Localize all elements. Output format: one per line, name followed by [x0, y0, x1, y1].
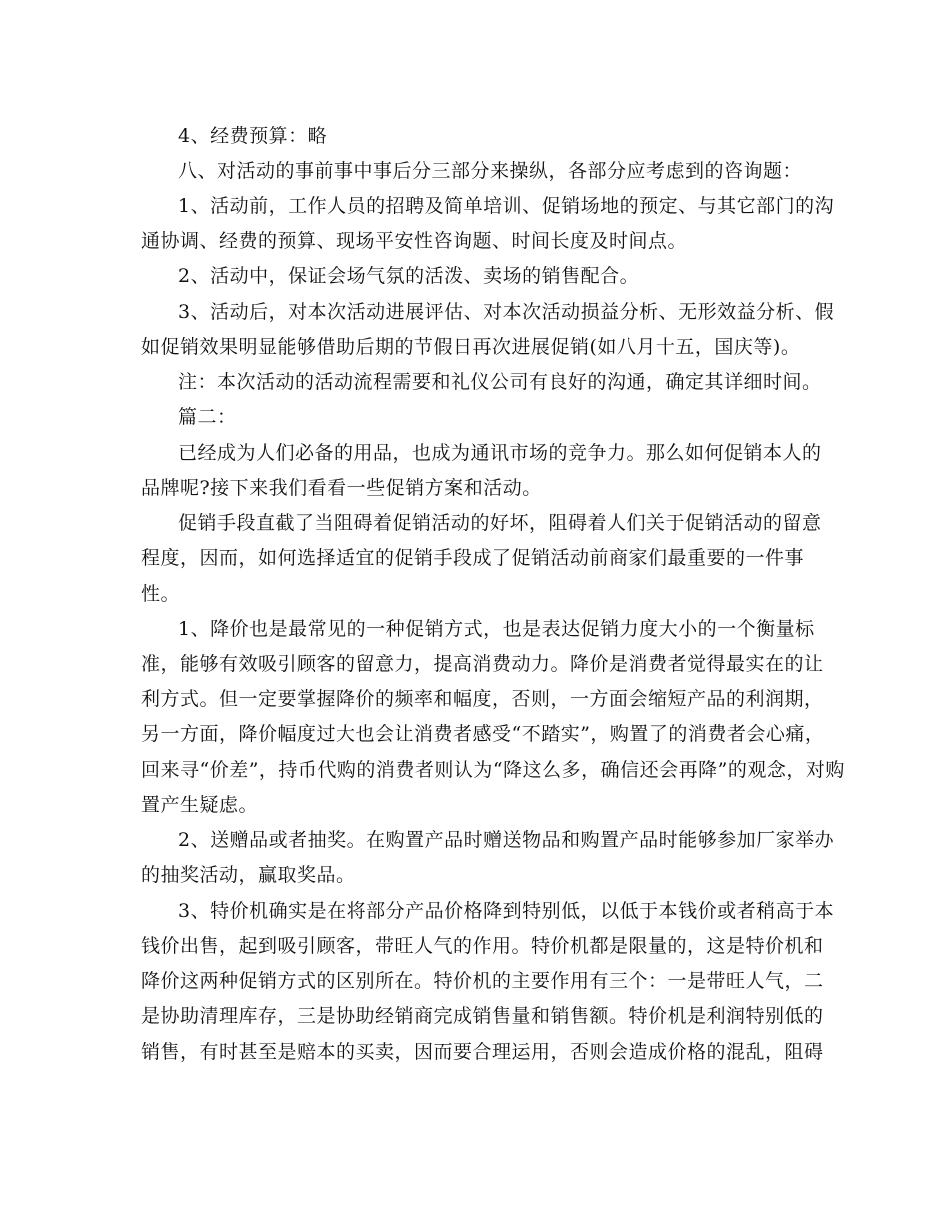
- text-line: 1、活动前，工作人员的招聘及简单培训、促销场地的预定、与其它部门的沟: [178, 195, 835, 217]
- text-line: 回来寻“价差”，持币代购的消费者则认为“降这么多，确信还会再降”的观念，对购: [141, 759, 845, 781]
- text-line: 程度，因而，如何选择适宜的促销手段成了促销活动前商家们最重要的一件事: [141, 547, 805, 569]
- text-line: 降价这两种促销方式的区别所在。特价机的主要作用有三个：一是带旺人气，二: [141, 970, 824, 992]
- text-line: 准，能够有效吸引顾客的留意力，提高消费动力。降价是消费者觉得最实在的让: [141, 653, 824, 675]
- text-line: 利方式。但一定要掌握降价的频率和幅度，否则，一方面会缩短产品的利润期，: [141, 688, 824, 710]
- text-line: 通协调、经费的预算、现场平安性咨询题、时间长度及时间点。: [141, 230, 688, 252]
- text-line: 另一方面，降价幅度过大也会让消费者感受“不踏实”，购置了的消费者会心痛，: [141, 723, 825, 745]
- text-line: 置产生疑虑。: [141, 794, 259, 816]
- text-line: 品牌呢?接下来我们看看一些促销方案和活动。: [141, 477, 542, 499]
- text-line: 2、送赠品或者抽奖。在购置产品时赠送物品和购置产品时能够参加厂家举办: [178, 829, 835, 851]
- text-line: 4、经费预算：略: [178, 125, 328, 147]
- text-line: 1、降价也是最常见的一种促销方式，也是表达促销力度大小的一个衡量标: [178, 618, 815, 640]
- text-line: 促销手段直截了当阻碍着促销活动的好坏，阻碍着人们关于促销活动的留意: [178, 512, 822, 534]
- text-line: 如促销效果明显能够借助后期的节假日再次进展促销(如八月十五，国庆等)。: [141, 336, 801, 358]
- text-line: 篇二：: [178, 406, 237, 428]
- text-line: 3、特价机确实是在将部分产品价格降到特别低，以低于本钱价或者稍高于本: [178, 900, 835, 922]
- text-line: 的抽奖活动，赢取奖品。: [141, 864, 356, 886]
- text-line: 钱价出售，起到吸引顾客，带旺人气的作用。特价机都是限量的，这是特价机和: [141, 935, 824, 957]
- text-line: 3、活动后，对本次活动进展评估、对本次活动损益分析、无形效益分析、假: [178, 301, 835, 323]
- text-line: 已经成为人们必备的用品，也成为通讯市场的竞争力。那么如何促销本人的: [178, 442, 822, 464]
- text-line: 是协助清理库存，三是协助经销商完成销售量和销售额。特价机是利润特别低的: [141, 1005, 824, 1027]
- text-line: 2、活动中，保证会场气氛的活泼、卖场的销售配合。: [178, 265, 640, 287]
- text-line: 注：本次活动的活动流程需要和礼仪公司有良好的沟通，确定其详细时间。: [178, 371, 822, 393]
- text-line: 性。: [141, 583, 181, 605]
- text-line: 销售，有时甚至是赔本的买卖，因而要合理运用，否则会造成价格的混乱，阻碍: [141, 1041, 824, 1063]
- text-line: 八、对活动的事前事中事后分三部分来操纵，各部分应考虑到的咨询题：: [178, 160, 803, 182]
